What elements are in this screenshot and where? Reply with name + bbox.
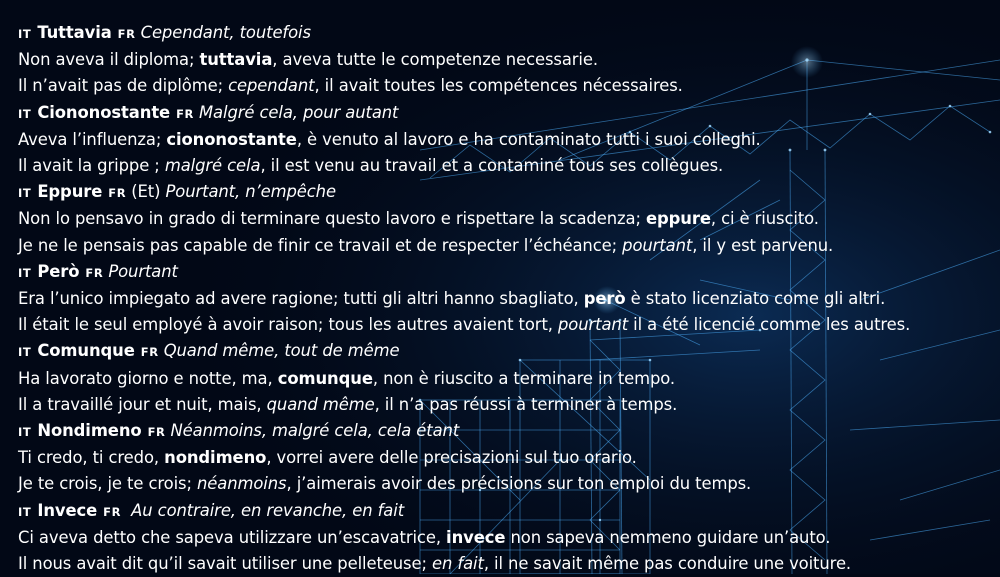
entry-heading [18,338,993,365]
highlighted-term: eppure [645,209,711,229]
italian-term: Comunque [37,341,135,361]
italian-term: Tuttavia [37,23,112,42]
fr-language-tag: FR [176,106,194,121]
highlighted-term: invece [446,527,506,547]
french-translation: Cependant, toutefois [140,23,311,42]
french-translation: Pourtant [108,261,178,281]
italian-term: Eppure [37,182,103,202]
it-language-tag: IT [18,504,32,519]
italian-term: Però [37,261,80,281]
it-language-tag: IT [18,265,32,280]
it-language-tag: IT [18,345,32,360]
translation-prefix: (Et) [131,182,166,202]
highlighted-term: pourtant [558,315,629,335]
fr-language-tag: FR [147,425,166,440]
italian-example: Ti credo, ti credo, nondimeno, vorrei avere delle precisazioni sul tuo orario. [18,448,637,468]
highlighted-term: cependant [228,76,315,96]
french-translation: Néanmoins, malgré cela, cela étant [170,421,460,441]
french-example: Il n’avait pas de diplôme; cependant, il avait toutes les compétences nécessaires. [18,76,683,96]
italian-example: Ha lavorato giorno e notte, ma, comunque, non è riuscito a terminare in tempo. [18,368,676,388]
entry-heading [18,418,993,445]
fr-language-tag: FR [140,345,159,360]
french-example: Je ne le pensais pas capable de finir ce travail et de respecter l’échéance; pourtant, il y est parvenu. [18,235,834,255]
french-example: Il a travaillé jour et nuit, mais, quand même, il n’a pas réussi à terminer à temps. [18,394,678,414]
highlighted-term: quand même [266,394,375,414]
italian-example: Aveva l’influenza; ciononostante, è venuto al lavoro e ha contaminato tutti i suoi colleghi. [18,129,761,149]
highlighted-term: néanmoins [197,474,287,494]
french-translation: Pourtant, n’empêche [165,182,336,202]
highlighted-term: comunque [277,368,373,388]
fr-language-tag: FR [117,27,136,41]
it-language-tag: IT [18,27,32,41]
highlighted-term: ciononostante [166,129,297,149]
it-language-tag: IT [18,186,32,201]
entry-heading [18,20,993,47]
highlighted-term: malgré cela [164,156,261,176]
italian-term: Invece [37,500,98,520]
french-example: Il était le seul employé à avoir raison; tous les autres avaient tort, pourtant il a été licencié comme les autres. [18,315,911,335]
italian-example: Era l’unico impiegato ad avere ragione; tutti gli altri hanno sbagliato, però è stato licenziato come gli altri. [18,289,886,309]
highlighted-term: nondimeno [164,448,267,468]
highlighted-term: pourtant [622,235,693,255]
italian-term: Ciononostante [37,102,171,122]
french-translation: Malgré cela, pour autant [199,102,399,122]
entry-heading [18,498,993,525]
french-example: Il nous avait dit qu’il savait utiliser une pelleteuse; en fait, il ne savait même pas conduire une voiture. [18,554,852,574]
french-translation: Au contraire, en revanche, en fait [126,500,405,520]
french-example: Je te crois, je te crois; néanmoins, j’aimerais avoir des précisions sur ton emploi du temps. [18,474,752,494]
vocabulary-list [18,20,993,577]
it-language-tag: IT [18,425,32,440]
italian-example: Non aveva il diploma; tuttavia, aveva tutte le competenze necessarie. [18,50,598,70]
highlighted-term: tuttavia [199,50,273,70]
italian-term: Nondimeno [37,421,142,441]
fr-language-tag: FR [108,186,127,201]
entry-heading [18,179,993,206]
french-example: Il avait la grippe ; malgré cela, il est venu au travail et a contaminé tous ses collègues. [18,156,724,176]
highlighted-term: en fait [432,554,484,574]
highlighted-term: però [583,289,626,309]
entry-heading [18,100,993,127]
entry-heading [18,259,993,286]
it-language-tag: IT [18,106,32,121]
italian-example: Ci aveva detto che sapeva utilizzare un’escavatrice, invece non sapeva nemmeno guidare un’auto. [18,527,831,547]
french-translation: Quand même, tout de même [163,341,400,361]
fr-language-tag: FR [85,265,104,280]
fr-language-tag: FR [103,504,122,519]
italian-example: Non lo pensavo in grado di terminare questo lavoro e rispettare la scadenza; eppure, ci è riuscito. [18,209,819,229]
